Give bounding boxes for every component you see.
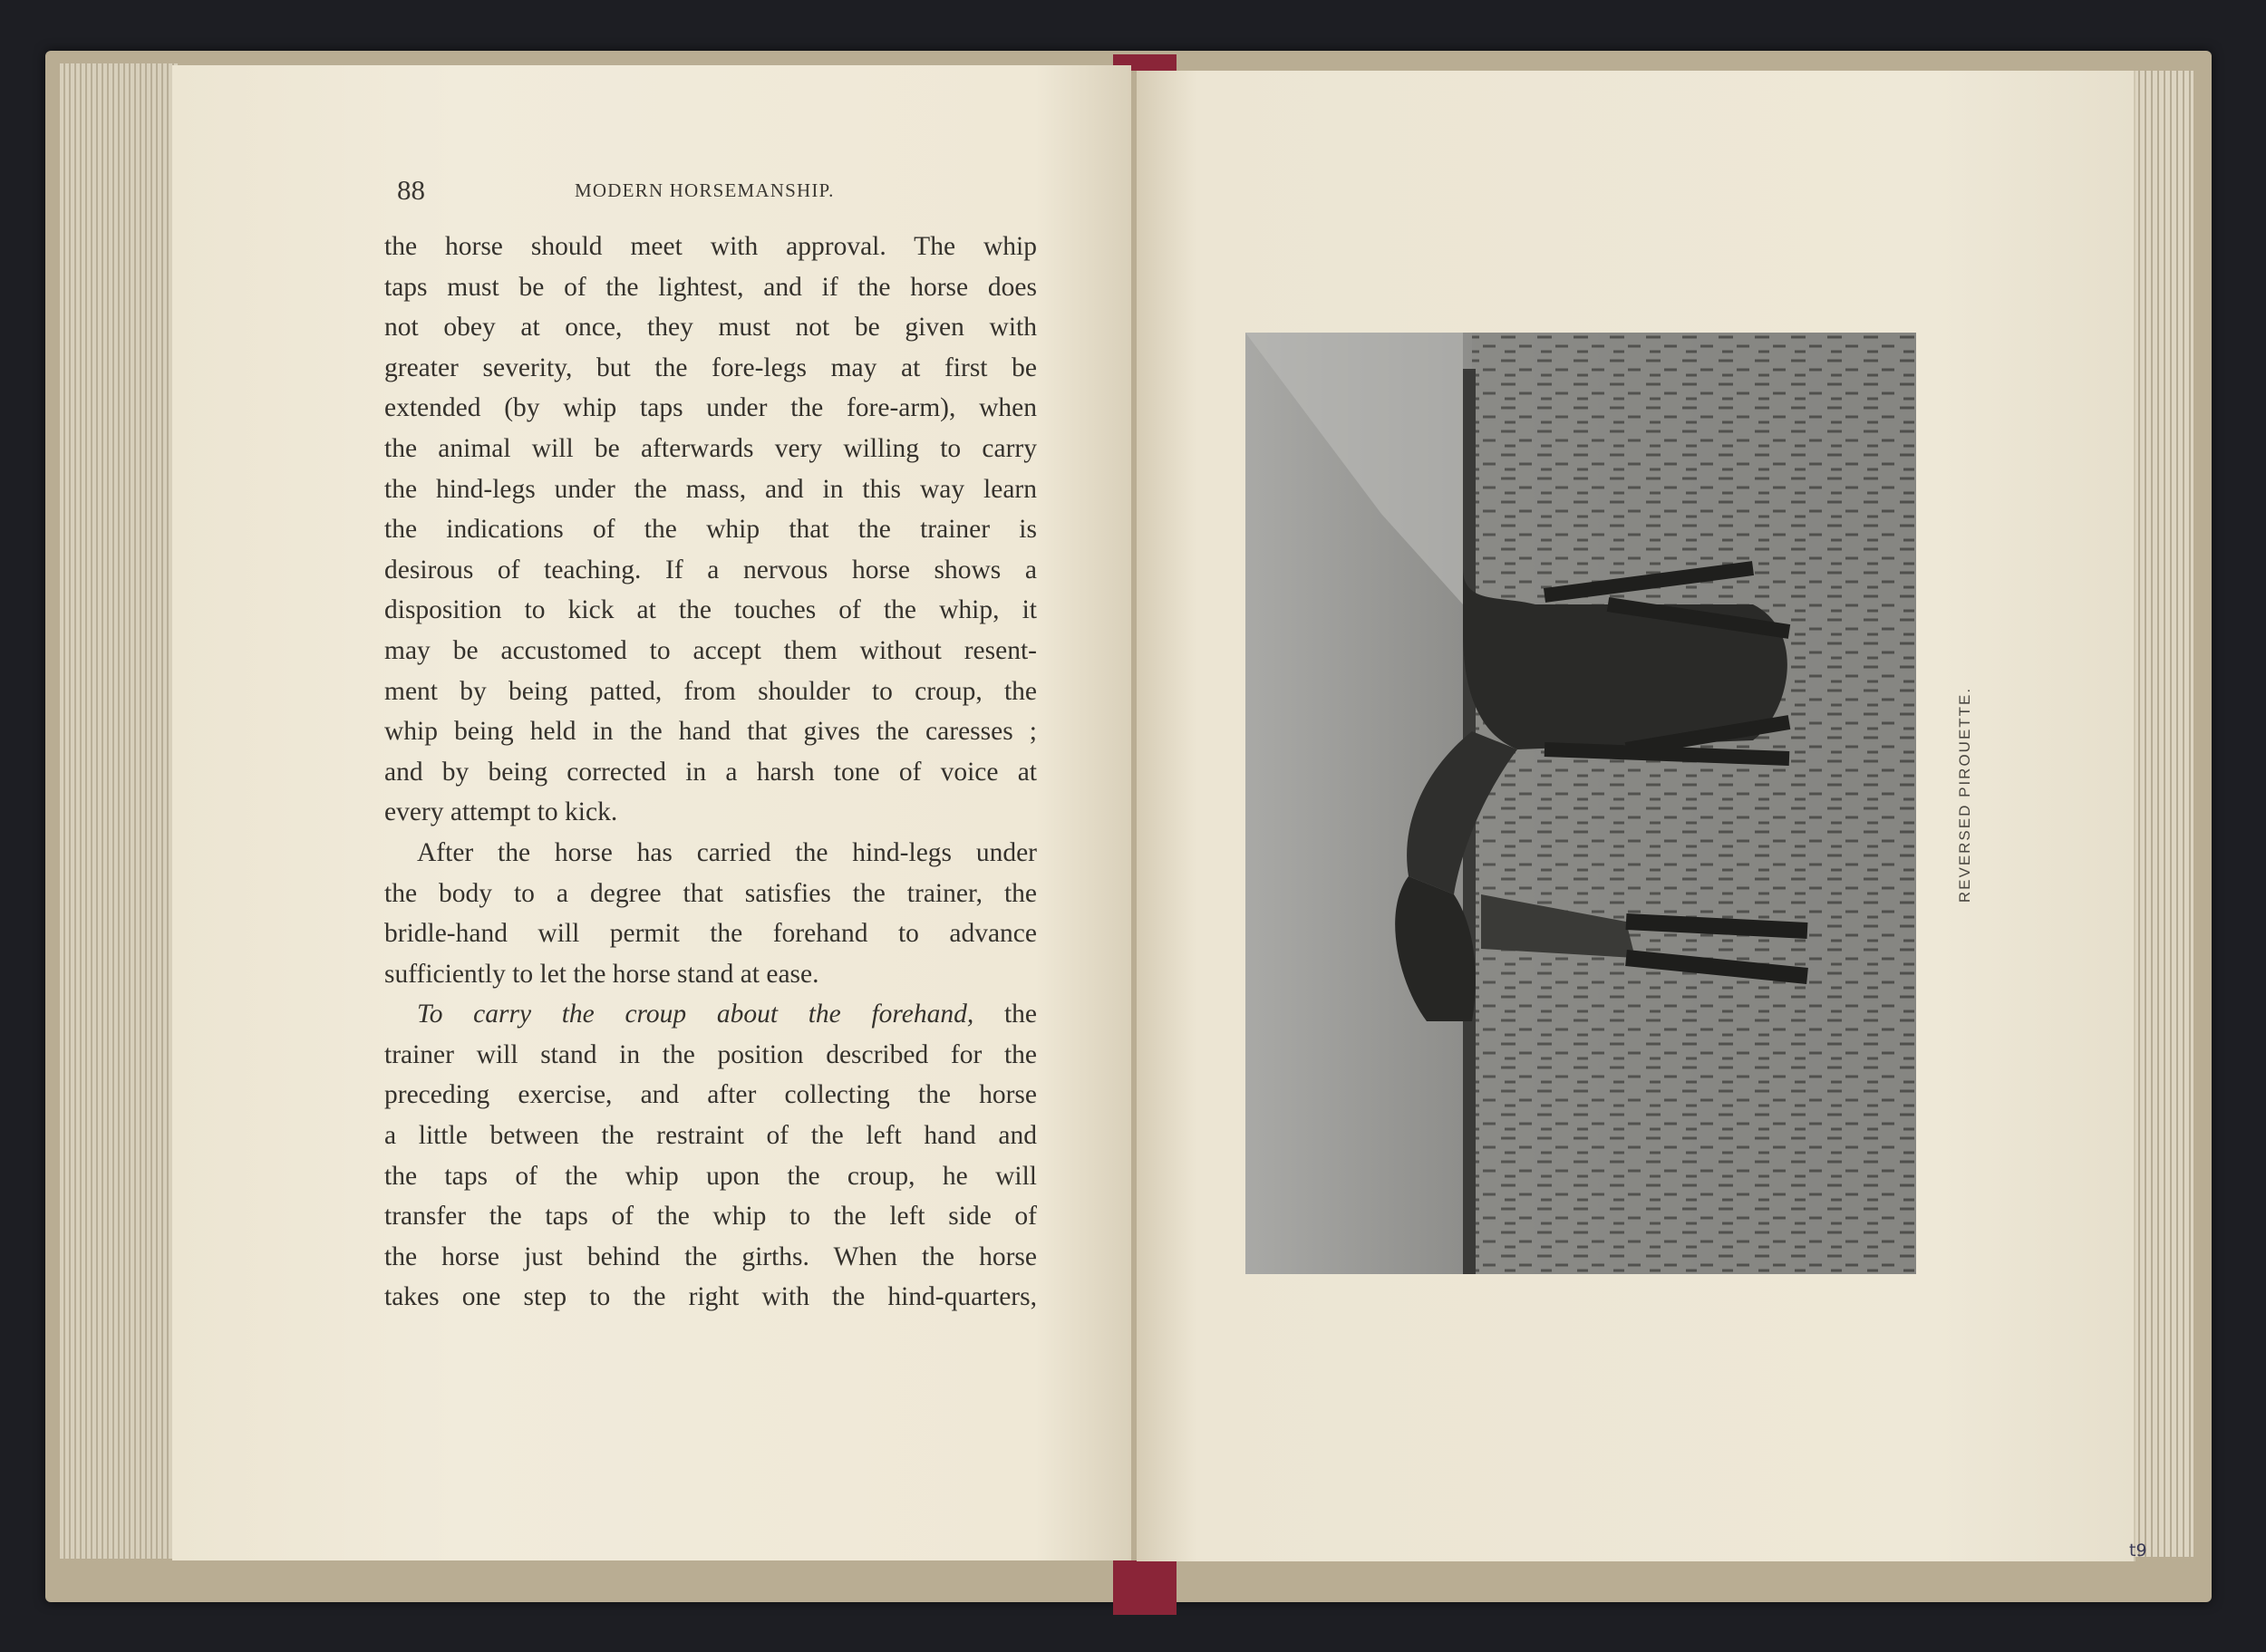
text-line bbox=[384, 1035, 1037, 1076]
text-line-content: and by being corrected in a harsh tone of voice at bbox=[384, 757, 1037, 787]
photo-plate bbox=[1245, 333, 1916, 1274]
text-line-content: whip being held in the hand that gives the caresses ; bbox=[384, 717, 1037, 747]
text-line bbox=[384, 913, 1037, 954]
text-line bbox=[384, 469, 1037, 510]
text-line-content: the animal will be afterwards very willing to carry bbox=[384, 433, 1037, 463]
text-line-content: disposition to kick at the touches of the whip, it bbox=[384, 595, 1037, 625]
page-number: 88 bbox=[397, 174, 425, 206]
text-line bbox=[384, 1196, 1037, 1237]
text-line bbox=[384, 874, 1037, 914]
text-line bbox=[384, 1075, 1037, 1116]
text-line-content: every attempt to kick. bbox=[384, 797, 618, 827]
text-line bbox=[384, 752, 1037, 793]
text-line-content: takes one step to the right with the hind-quarters, bbox=[384, 1282, 1037, 1312]
text-line-content: After the horse has carried the hind-legs under bbox=[417, 837, 1037, 867]
text-line-content bbox=[417, 1000, 1037, 1029]
text-line-content: greater severity, but the fore-legs may at first be bbox=[384, 353, 1037, 382]
text-line bbox=[384, 348, 1037, 389]
text-line-content: extended (by whip taps under the fore-arm), when bbox=[384, 393, 1037, 423]
text-line-content: not obey at once, they must not be given with bbox=[384, 313, 1037, 343]
tailband bbox=[1113, 1560, 1177, 1615]
pencil-mark: t9 bbox=[2129, 1541, 2147, 1560]
plate-caption: REVERSED PIROUETTE. bbox=[1956, 686, 1973, 903]
text-line-content: taps must be of the lightest, and if the horse does bbox=[384, 272, 1037, 302]
text-line bbox=[384, 954, 1037, 995]
text-run: the bbox=[973, 1000, 1037, 1029]
text-line-content: the body to a degree that satisfies the trainer, the bbox=[384, 878, 1037, 908]
text-line-content: the hind-legs under the mass, and in this way learn bbox=[384, 474, 1037, 504]
text-line-content: transfer the taps of the whip to the left side of bbox=[384, 1202, 1037, 1232]
text-line-content: the indications of the whip that the trainer is bbox=[384, 515, 1037, 545]
body-text bbox=[384, 227, 1037, 1318]
text-line bbox=[384, 388, 1037, 429]
text-line-content: the horse should meet with approval. The whip bbox=[384, 232, 1037, 261]
text-line-content: the taps of the whip upon the croup, he will bbox=[384, 1161, 1037, 1191]
running-title: MODERN HORSEMANSHIP. bbox=[575, 179, 835, 201]
text-line bbox=[384, 792, 1037, 833]
text-line bbox=[384, 509, 1037, 550]
text-line bbox=[384, 550, 1037, 591]
text-line bbox=[384, 671, 1037, 712]
text-line bbox=[384, 1237, 1037, 1278]
text-line-content: desirous of teaching. If a nervous horse shows a bbox=[384, 555, 1037, 584]
horse-photo bbox=[1245, 333, 1916, 1274]
running-head bbox=[397, 174, 1050, 210]
text-line bbox=[384, 631, 1037, 671]
text-line-content: the horse just behind the girths. When the horse bbox=[384, 1241, 1037, 1271]
text-line-content: ment by being patted, from shoulder to croup, the bbox=[384, 676, 1037, 706]
text-line-content: trainer will stand in the position described for the bbox=[384, 1039, 1037, 1069]
text-line bbox=[384, 1156, 1037, 1197]
text-line bbox=[384, 994, 1037, 1035]
text-line bbox=[384, 711, 1037, 752]
text-line bbox=[384, 590, 1037, 631]
text-line bbox=[384, 227, 1037, 267]
text-line-content: a little between the restraint of the left hand and bbox=[384, 1121, 1037, 1151]
page-edges-left bbox=[60, 63, 178, 1559]
text-line bbox=[384, 1116, 1037, 1156]
text-line bbox=[384, 1277, 1037, 1318]
text-line bbox=[384, 833, 1037, 874]
text-line-content: bridle-hand will permit the forehand to advance bbox=[384, 919, 1037, 949]
text-line-content: may be accustomed to accept them without resent- bbox=[384, 635, 1037, 665]
text-line bbox=[384, 429, 1037, 469]
text-line-content: preceding exercise, and after collecting the horse bbox=[384, 1080, 1037, 1110]
text-line-content: sufficiently to let the horse stand at ease. bbox=[384, 959, 819, 989]
text-line bbox=[384, 267, 1037, 308]
text-line bbox=[384, 307, 1037, 348]
italic-heading: To carry the croup about the forehand, bbox=[417, 1000, 974, 1029]
